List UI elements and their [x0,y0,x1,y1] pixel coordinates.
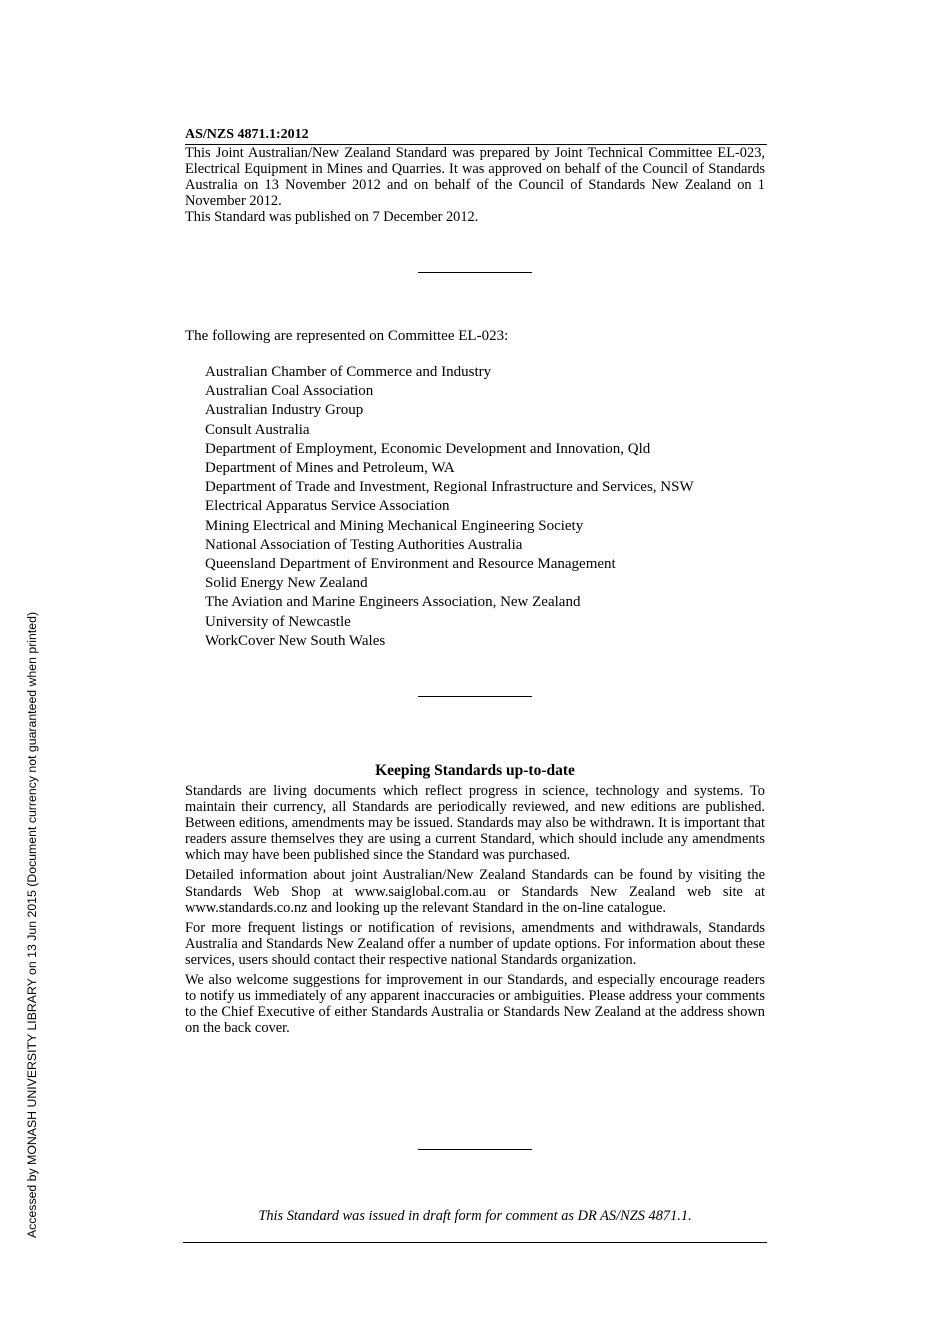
committee-member: Queensland Department of Environment and Resource Management [205,556,616,573]
committee-member: Consult Australia [205,421,310,438]
published-text: This Standard was published on 7 December 2012. [185,209,479,225]
committee-member: National Association of Testing Authorities Australia [205,536,523,553]
preparation-text: This Joint Australian/New Zealand Standard was prepared by Joint Technical Committee EL-023, Electrical Equipment in Mines and Quarries. It was approved on behalf of the Council of Standards Australia on 13 November 2012 and on behalf of the Council of Standards New Zealand on 1 November 2012. [185,145,765,209]
committee-member: The Aviation and Marine Engineers Association, New Zealand [205,594,581,611]
committee-intro: The following are represented on Committee EL-023: [185,328,509,344]
keeping-paragraph: Detailed information about joint Australian/New Zealand Standards can be found by visiting the Standards Web Shop at www.saiglobal.com.au or Standards New Zealand web site at www.standards.co.nz and looking up the relevant Standard in the on-line catalogue. [185,867,765,916]
committee-member: Department of Employment, Economic Development and Innovation, Qld [205,440,651,457]
committee-member: Department of Trade and Investment, Regional Infrastructure and Services, NSW [205,479,694,496]
committee-member: Australian Chamber of Commerce and Industry [205,364,492,380]
keeping-paragraph: For more frequent listings or notification of revisions, amendments and withdrawals, Standards Australia and Standards New Zealand offer a number of update options. For information about these services, users should contact their respective national Standards organization. [185,919,765,968]
committee-member: Department of Mines and Petroleum, WA [205,460,455,477]
keeping-paragraph: We also welcome suggestions for improvement in our Standards, and especially encourage readers to notify us immediately of any apparent inaccuracies or ambiguities. Please address your comments to the Chief Executive of either Standards Australia or Standards New Zealand at the address shown on the back cover. [185,972,765,1037]
access-watermark: Accessed by MONASH UNIVERSITY LIBRARY on 13 Jun 2015 (Document currency not guaranteed when printed) [25,611,39,1239]
keeping-standards-body [185,783,765,1040]
committee-member: University of Newcastle [205,613,351,630]
committee-member: Australian Coal Association [205,383,374,400]
standard-number: AS/NZS 4871.1:2012 [185,126,767,145]
keeping-paragraph: Standards are living documents which reflect progress in science, technology and systems. To maintain their currency, all Standards are periodically reviewed, and new editions are published. Between editions, amendments may be issued. Standards may also be withdrawn. It is important that readers assure themselves they are using a current Standard, which should include any amendments which may have been published since the Standard was purchased. [185,783,765,864]
footer-rule [183,1242,767,1243]
draft-note: This Standard was issued in draft form for comment as DR AS/NZS 4871.1. [258,1208,692,1224]
committee-member: Electrical Apparatus Service Association [205,498,450,515]
committee-member-list [205,363,694,651]
section-divider-3 [418,1149,532,1150]
section-divider-2 [418,696,532,697]
committee-member: Mining Electrical and Mining Mechanical Engineering Society [205,517,584,534]
committee-member: Solid Energy New Zealand [205,575,368,592]
keeping-standards-heading: Keeping Standards up-to-date [375,762,575,779]
committee-member: WorkCover New South Wales [205,632,386,649]
section-divider-1 [418,272,532,273]
preparation-block [185,145,765,225]
committee-member: Australian Industry Group [205,402,364,419]
